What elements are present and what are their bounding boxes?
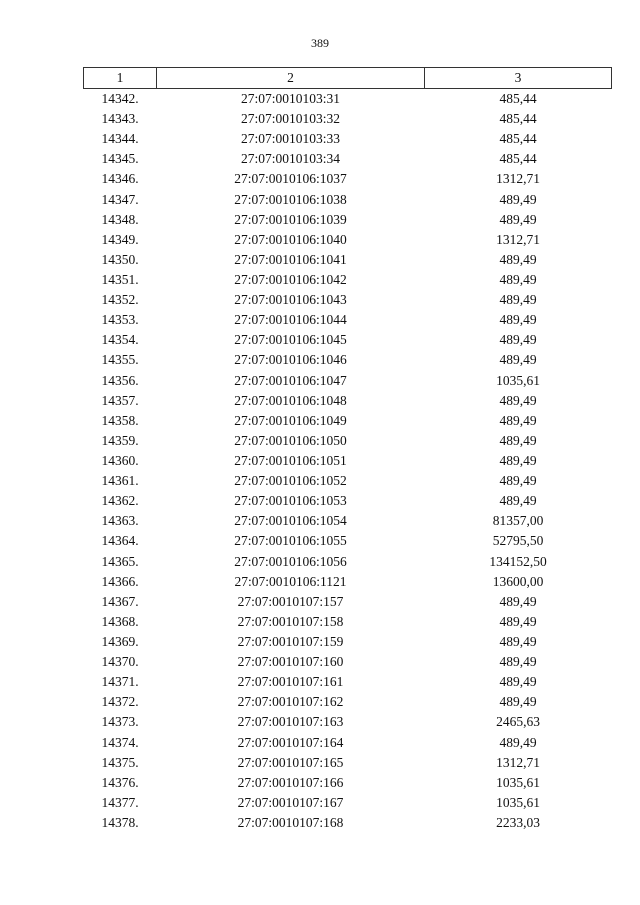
table-row <box>84 451 612 471</box>
cadastral-number-cell: 27:07:0010106:1050 <box>234 432 347 448</box>
row-index-cell: 14345. <box>101 151 139 167</box>
value-cell: 489,49 <box>499 734 537 750</box>
table-row <box>84 149 612 169</box>
cadastral-number-cell: 27:07:0010103:32 <box>240 111 340 127</box>
row-index-cell: 14368. <box>101 613 139 629</box>
row-index-cell: 14348. <box>101 211 139 227</box>
column-header-index: 1 <box>84 68 157 89</box>
value-cell: 489,49 <box>499 593 537 609</box>
row-index-cell: 14375. <box>101 754 139 770</box>
table-row <box>84 471 612 491</box>
table-row <box>84 632 612 652</box>
value-cell: 489,49 <box>499 191 537 207</box>
table-row <box>84 612 612 632</box>
table-row <box>84 813 612 833</box>
table-row <box>84 733 612 753</box>
table-row <box>84 169 612 189</box>
row-index-cell: 14361. <box>101 473 139 489</box>
value-cell: 489,49 <box>499 292 537 308</box>
cadastral-number-cell: 27:07:0010107:163 <box>237 714 344 730</box>
cadastral-number-cell: 27:07:0010107:165 <box>237 754 344 770</box>
cadastral-number-cell: 27:07:0010106:1037 <box>234 171 347 187</box>
table-row <box>84 330 612 350</box>
table-row <box>84 652 612 672</box>
cadastral-number-cell: 27:07:0010106:1054 <box>234 513 347 529</box>
row-index-cell: 14352. <box>101 292 139 308</box>
value-cell: 489,49 <box>499 493 537 509</box>
value-cell: 13600,00 <box>492 573 544 589</box>
row-index-cell: 14353. <box>101 312 139 328</box>
table-row <box>84 531 612 551</box>
cadastral-number-cell: 27:07:0010107:166 <box>237 774 344 790</box>
table-row <box>84 109 612 129</box>
value-cell: 485,44 <box>499 151 537 167</box>
value-cell: 1035,61 <box>496 372 540 388</box>
row-index-cell: 14355. <box>101 352 139 368</box>
registry-table <box>83 67 612 833</box>
cadastral-number-cell: 27:07:0010107:158 <box>237 613 344 629</box>
value-cell: 489,49 <box>499 634 537 649</box>
table-row <box>84 672 612 692</box>
value-cell: 1035,61 <box>496 794 540 810</box>
cadastral-number-cell: 27:07:0010106:1039 <box>234 211 347 227</box>
table-row <box>84 371 612 391</box>
value-cell: 489,49 <box>499 654 537 670</box>
cadastral-number-cell: 27:07:0010106:1047 <box>234 372 347 388</box>
row-index-cell: 14373. <box>101 714 139 730</box>
table-row <box>84 572 612 592</box>
value-cell: 485,44 <box>499 91 537 107</box>
row-index-cell: 14358. <box>101 412 139 428</box>
table-row <box>84 290 612 310</box>
table-row <box>84 230 612 250</box>
value-cell: 1035,61 <box>496 774 540 790</box>
value-cell: 489,49 <box>499 674 537 690</box>
column-header-cadastral-number: 2 <box>157 68 425 89</box>
row-index-cell: 14354. <box>101 332 139 348</box>
table-row <box>84 712 612 732</box>
cadastral-number-cell: 27:07:0010103:33 <box>240 131 340 147</box>
column-header-value: 3 <box>425 68 612 89</box>
value-cell: 489,49 <box>499 392 537 408</box>
cadastral-number-cell: 27:07:0010103:31 <box>240 91 340 107</box>
value-cell: 489,49 <box>499 332 537 348</box>
row-index-cell: 14360. <box>101 453 139 469</box>
table-row <box>84 270 612 290</box>
row-index-cell: 14370. <box>101 654 139 670</box>
cadastral-number-cell: 27:07:0010103:34 <box>240 151 340 167</box>
value-cell: 489,49 <box>499 352 537 368</box>
table-row <box>84 89 612 110</box>
row-index-cell: 14342. <box>101 91 139 107</box>
cadastral-number-cell: 27:07:0010106:1052 <box>234 473 347 489</box>
cadastral-number-cell: 27:07:0010106:1049 <box>234 412 347 428</box>
row-index-cell: 14347. <box>101 191 139 207</box>
table-row <box>84 692 612 712</box>
cadastral-number-cell: 27:07:0010106:1044 <box>234 312 347 328</box>
cadastral-number-cell: 27:07:0010106:1043 <box>234 292 347 308</box>
table-row <box>84 753 612 773</box>
row-index-cell: 14359. <box>101 432 139 448</box>
value-cell: 2465,63 <box>496 714 540 730</box>
table-row <box>84 511 612 531</box>
row-index-cell: 14357. <box>101 392 139 408</box>
cadastral-number-cell: 27:07:0010106:1046 <box>234 352 347 368</box>
value-cell: 489,49 <box>499 473 537 489</box>
row-index-cell: 14349. <box>101 231 139 247</box>
cadastral-number-cell: 27:07:0010107:164 <box>237 734 344 750</box>
value-cell: 489,49 <box>499 211 537 227</box>
cadastral-number-cell: 27:07:0010106:1041 <box>234 251 347 267</box>
table-row <box>84 350 612 370</box>
header-row <box>84 68 612 89</box>
cadastral-number-cell: 27:07:0010106:1051 <box>234 453 347 469</box>
row-index-cell: 14350. <box>101 251 139 267</box>
row-index-cell: 14378. <box>101 814 139 830</box>
cadastral-number-cell: 27:07:0010107:167 <box>237 794 344 810</box>
row-index-cell: 14346. <box>101 171 139 187</box>
value-cell: 81357,00 <box>492 513 544 529</box>
cadastral-number-cell: 27:07:0010107:162 <box>237 694 344 710</box>
value-cell: 489,49 <box>499 272 537 288</box>
value-cell: 489,49 <box>499 432 537 448</box>
cadastral-number-cell: 27:07:0010106:1053 <box>234 493 347 509</box>
cadastral-number-cell: 27:07:0010107:160 <box>237 654 344 670</box>
cadastral-number-cell: 27:07:0010106:1048 <box>234 392 347 408</box>
table-row <box>84 129 612 149</box>
page-number: 389 <box>311 36 329 50</box>
table-body <box>84 89 612 834</box>
row-index-cell: 14371. <box>101 674 139 690</box>
cadastral-number-cell: 27:07:0010107:161 <box>237 674 344 690</box>
row-index-cell: 14365. <box>101 553 139 569</box>
table-row <box>84 552 612 572</box>
table-row <box>84 491 612 511</box>
cadastral-number-cell: 27:07:0010106:1038 <box>234 191 347 207</box>
row-index-cell: 14364. <box>101 533 139 549</box>
table-row <box>84 592 612 612</box>
cadastral-number-cell: 27:07:0010106:1045 <box>234 332 347 348</box>
value-cell: 489,49 <box>499 694 537 710</box>
row-index-cell: 14372. <box>101 694 139 710</box>
cadastral-number-cell: 27:07:0010106:1056 <box>234 553 347 569</box>
value-cell: 1312,71 <box>496 231 540 247</box>
row-index-cell: 14363. <box>101 513 139 529</box>
cadastral-number-cell: 27:07:0010107:157 <box>237 593 344 609</box>
row-index-cell: 14351. <box>101 272 139 288</box>
value-cell: 489,49 <box>499 453 537 469</box>
value-cell: 489,49 <box>499 412 537 428</box>
table-row <box>84 310 612 330</box>
value-cell: 1312,71 <box>496 754 540 770</box>
row-index-cell: 14377. <box>101 794 139 810</box>
table-row <box>84 190 612 210</box>
cadastral-number-cell: 27:07:0010106:1121 <box>234 573 347 589</box>
value-cell: 52795,50 <box>492 533 544 549</box>
value-cell: 489,49 <box>499 312 537 328</box>
cadastral-number-cell: 27:07:0010106:1040 <box>234 231 347 247</box>
value-cell: 134152,50 <box>489 553 547 569</box>
cadastral-number-cell: 27:07:0010107:168 <box>237 814 344 830</box>
value-cell: 489,49 <box>499 613 537 629</box>
cadastral-number-cell: 27:07:0010106:1042 <box>234 272 347 288</box>
table-row <box>84 391 612 411</box>
value-cell: 485,44 <box>499 111 537 127</box>
value-cell: 489,49 <box>499 251 537 267</box>
row-index-cell: 14343. <box>101 111 139 127</box>
value-cell: 2233,03 <box>496 814 540 830</box>
table-header <box>84 68 612 89</box>
row-index-cell: 14367. <box>101 593 139 609</box>
row-index-cell: 14369. <box>101 634 139 649</box>
row-index-cell: 14376. <box>101 774 139 790</box>
value-cell: 1312,71 <box>496 171 540 187</box>
row-index-cell: 14362. <box>101 493 139 509</box>
table-row <box>84 250 612 270</box>
table-row <box>84 411 612 431</box>
cadastral-number-cell: 27:07:0010107:159 <box>237 634 344 649</box>
table-row <box>84 431 612 451</box>
table-row <box>84 793 612 813</box>
row-index-cell: 14366. <box>101 573 139 589</box>
value-cell: 485,44 <box>499 131 537 147</box>
row-index-cell: 14344. <box>101 131 139 147</box>
table-row <box>84 773 612 793</box>
cadastral-number-cell: 27:07:0010106:1055 <box>234 533 347 549</box>
row-index-cell: 14356. <box>101 372 139 388</box>
table-row <box>84 210 612 230</box>
row-index-cell: 14374. <box>101 734 139 750</box>
